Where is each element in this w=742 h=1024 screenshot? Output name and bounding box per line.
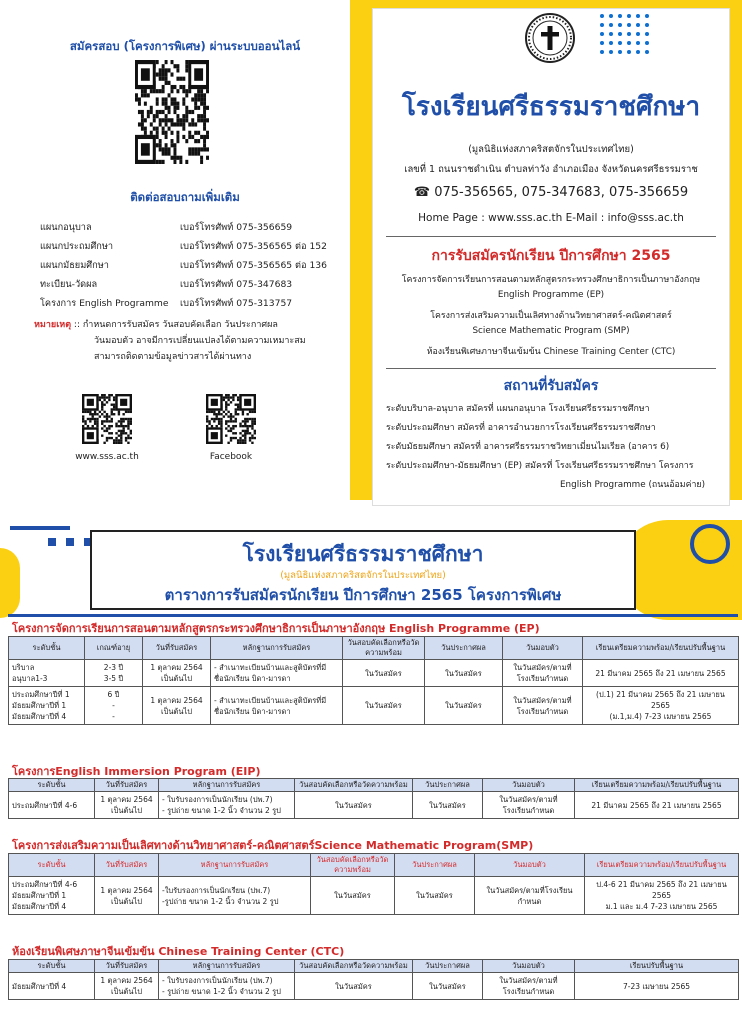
- web-email-line[interactable]: Home Page : www.sss.ac.th E-Mail : info@sss.ac.th: [418, 212, 684, 224]
- column-header: วันที่รับสมัคร: [95, 854, 159, 877]
- section-rule: [8, 614, 738, 617]
- table-cell: ในวันสมัคร: [413, 973, 483, 1000]
- table-row: [9, 687, 739, 725]
- smp-schedule-table: [8, 853, 739, 915]
- table-cell: 1 ตุลาคม 2564 เป็นต้นไป: [95, 877, 159, 915]
- column-header: วันประกาศผล: [425, 637, 503, 660]
- column-header: วันมอบตัว: [483, 960, 575, 973]
- column-header: หลักฐานการรับสมัคร: [211, 637, 343, 660]
- column-header: หลักฐานการรับสมัคร: [159, 960, 295, 973]
- apply-qr-code[interactable]: [135, 60, 209, 164]
- column-header: เรียนเตรียมความพร้อม/เรียนปรับพื้นฐาน: [583, 637, 739, 660]
- program-item: โครงการส่งเสริมความเป็นเลิศทางด้านวิทยาศาสตร์-คณิตศาสตร์: [430, 311, 672, 321]
- table-cell: 2-3 ปี 3-5 ปี: [85, 660, 143, 687]
- eip-section-title: โครงการEnglish Immersion Program (EIP): [12, 765, 261, 778]
- table-cell: - สำเนาทะเบียนบ้านและสูติบัตรที่มี ชื่อนักเรียน บิดา-มารดา: [211, 687, 343, 725]
- decorative-dot-grid: [600, 14, 649, 54]
- table-cell: ในวันสมัคร: [343, 687, 425, 725]
- column-header: ระดับชั้น: [9, 854, 95, 877]
- schedule-foundation: (มูลนิธิแห่งสภาคริสตจักรในประเทศไทย): [280, 570, 446, 581]
- table-cell: 1 ตุลาคม 2564 เป็นต้นไป: [143, 660, 211, 687]
- column-header: เรียนเตรียมความพร้อม/เรียนปรับพื้นฐาน: [585, 854, 739, 877]
- decorative-yellow-shape: [0, 548, 20, 618]
- program-item: ห้องเรียนพิเศษภาษาจีนเข้มข้น Chinese Training Center (CTC): [426, 347, 676, 357]
- contact-department: แผนกมัธยมศึกษา: [40, 260, 109, 271]
- table-row: [9, 973, 739, 1000]
- table-header-row: [9, 960, 739, 973]
- contact-row: [40, 258, 340, 274]
- column-header: เรียนปรับพื้นฐาน: [575, 960, 739, 973]
- column-header: วันมอบตัว: [503, 637, 583, 660]
- school-seal-icon: [524, 12, 576, 68]
- program-item: โครงการจัดการเรียนการสอนตามหลักสูตรกระทรวงศึกษาธิการเป็นภาษาอังกฤษ: [401, 275, 701, 285]
- facebook-qr-code[interactable]: [206, 394, 256, 444]
- column-header: วันมอบตัว: [475, 854, 585, 877]
- table-cell: ในวันสมัคร/ตามที่ โรงเรียนกำหนด: [483, 973, 575, 1000]
- contact-department: โครงการ English Programme: [40, 298, 169, 309]
- contact-row: [40, 239, 340, 255]
- schedule-school-name: โรงเรียนศรีธรรมราชศึกษา: [242, 541, 484, 566]
- table-cell: 21 มีนาคม 2565 ถึง 21 เมษายน 2565: [575, 792, 739, 819]
- column-header: วันสอบคัดเลือกหรือวัดความพร้อม: [311, 854, 395, 877]
- table-cell: ในวันสมัคร: [425, 687, 503, 725]
- ctc-section-title: ห้องเรียนพิเศษภาษาจีนเข้มข้น Chinese Training Center (CTC): [12, 945, 345, 958]
- table-cell: ในวันสมัคร/ตามที่ โรงเรียนกำหนด: [503, 687, 583, 725]
- column-header: วันที่รับสมัคร: [95, 779, 159, 792]
- table-cell: - สำเนาทะเบียนบ้านและสูติบัตรที่มี ชื่อนักเรียน บิดา-มารดา: [211, 660, 343, 687]
- contact-department: แผนกอนุบาล: [40, 222, 92, 233]
- venue-item: ระดับบริบาล-อนุบาล สมัครที่ แผนกอนุบาล โรงเรียนศรีธรรมราชศึกษา: [386, 404, 650, 414]
- table-cell: ป.4-6 21 มีนาคม 2565 ถึง 21 เมษายน 2565 ม.1 และ ม.4 7-23 เมษายน 2565: [585, 877, 739, 915]
- contact-row: [40, 277, 340, 293]
- facebook-caption[interactable]: Facebook: [209, 452, 253, 462]
- column-header: วันสอบคัดเลือกหรือวัดความพร้อม: [343, 637, 425, 660]
- contact-title: ติดต่อสอบถามเพิ่มเติม: [130, 190, 240, 204]
- address-text: เลขที่ 1 ถนนราชดำเนิน ตำบลท่าวัง อำเภอเมือง จังหวัดนครศรีธรรมราช: [404, 164, 698, 175]
- table-cell: ประถมศึกษาปีที่ 1 มัธยมศึกษาปีที่ 1 มัธยมศึกษาปีที่ 4: [9, 687, 85, 725]
- website-qr-code[interactable]: [82, 394, 132, 444]
- table-cell: (ป.1) 21 มีนาคม 2565 ถึง 21 เมษายน 2565 (ม.1,ม.4) 7-23 เมษายน 2565: [583, 687, 739, 725]
- column-header: วันประกาศผล: [413, 960, 483, 973]
- table-cell: มัธยมศึกษาปีที่ 4: [9, 973, 95, 1000]
- column-header: วันประกาศผล: [413, 779, 483, 792]
- table-header-row: [9, 854, 739, 877]
- table-cell: ในวันสมัคร: [295, 973, 413, 1000]
- table-header-row: [9, 637, 739, 660]
- decorative-dash: [10, 526, 70, 530]
- column-header: หลักฐานการรับสมัคร: [159, 779, 295, 792]
- column-header: วันประกาศผล: [395, 854, 475, 877]
- venue-item: ระดับประถมศึกษา-มัธยมศึกษา (EP) สมัครที่ โรงเรียนศรีธรรมราชศึกษา โครงการ: [386, 461, 694, 471]
- venue-item: ระดับมัธยมศึกษา สมัครที่ อาคารศรีธรรมราชวิทยาเมี่ยนไมเรียล (อาคาร 6): [386, 442, 670, 452]
- table-cell: ในวันสมัคร: [425, 660, 503, 687]
- table-cell: ในวันสมัคร: [395, 877, 475, 915]
- column-header: หลักฐานการรับสมัคร: [159, 854, 311, 877]
- admission-title: การรับสมัครนักเรียน ปีการศึกษา 2565: [431, 248, 671, 264]
- program-item: English Programme (EP): [497, 290, 605, 300]
- phone-numbers[interactable]: 075-356565, 075-347683, 075-356659: [434, 185, 689, 200]
- column-header: ระดับชั้น: [9, 637, 85, 660]
- school-name-heading: โรงเรียนศรีธรรมราชศึกษา: [401, 92, 701, 122]
- table-cell: ในวันสมัคร/ตามที่ โรงเรียนกำหนด: [483, 792, 575, 819]
- ctc-schedule-table: [8, 959, 739, 1000]
- ep-section-title: โครงการจัดการเรียนการสอนตามหลักสูตรกระทรวงศึกษาธิการเป็นภาษาอังกฤษ English Programme (EP): [12, 622, 540, 635]
- table-cell: 1 ตุลาคม 2564 เป็นต้นไป: [143, 687, 211, 725]
- contact-phone[interactable]: เบอร์โทรศัพท์ 075-356659: [180, 222, 293, 233]
- table-cell: ในวันสมัคร: [413, 792, 483, 819]
- table-cell: ประถมศึกษาปีที่ 4-6 มัธยมศึกษาปีที่ 1 มัธยมศึกษาปีที่ 4: [9, 877, 95, 915]
- decorative-square: [48, 538, 56, 546]
- column-header: ระดับชั้น: [9, 779, 95, 792]
- smp-section-title: โครงการส่งเสริมความเป็นเลิศทางด้านวิทยาศาสตร์-คณิตศาสตร์Science Mathematic Program(SMP): [12, 839, 534, 852]
- table-row: [9, 792, 739, 819]
- table-cell: ในวันสมัคร: [343, 660, 425, 687]
- decorative-circle: [690, 524, 730, 564]
- table-cell: 1 ตุลาคม 2564 เป็นต้นไป: [95, 973, 159, 1000]
- contact-phone[interactable]: เบอร์โทรศัพท์ 075-356565 ต่อ 136: [180, 260, 327, 271]
- column-header: วันสอบคัดเลือกหรือวัดความพร้อม: [295, 960, 413, 973]
- column-header: วันสอบคัดเลือกหรือวัดความพร้อม: [295, 779, 413, 792]
- remark-note: [34, 317, 334, 365]
- divider: [386, 236, 716, 237]
- table-cell: 6 ปี - -: [85, 687, 143, 725]
- website-caption[interactable]: www.sss.ac.th: [75, 452, 139, 462]
- column-header: เกณฑ์อายุ: [85, 637, 143, 660]
- table-cell: ในวันสมัคร: [311, 877, 395, 915]
- contact-phone[interactable]: เบอร์โทรศัพท์ 075-313757: [180, 298, 293, 309]
- table-cell: - ใบรับรองการเป็นนักเรียน (ปพ.7) - รูปถ่าย ขนาด 1-2 นิ้ว จำนวน 2 รูป: [159, 792, 295, 819]
- divider: [386, 368, 716, 369]
- contact-row: [40, 220, 340, 236]
- contact-row: [40, 296, 340, 312]
- remark-label: หมายเหตุ: [34, 320, 72, 330]
- contact-phone[interactable]: เบอร์โทรศัพท์ 075-347683: [180, 279, 293, 290]
- table-row: [9, 660, 739, 687]
- contact-phone[interactable]: เบอร์โทรศัพท์ 075-356565 ต่อ 152: [180, 241, 327, 252]
- table-cell: บริบาล อนุบาล1-3: [9, 660, 85, 687]
- table-cell: ในวันสมัคร/ตามที่โรงเรียน กำหนด: [475, 877, 585, 915]
- phone-line: [372, 185, 730, 200]
- column-header: เรียนเตรียมความพร้อม/เรียนปรับพื้นฐาน: [575, 779, 739, 792]
- foundation-text: (มูลนิธิแห่งสภาคริสตจักรในประเทศไทย): [468, 144, 634, 155]
- remark-line-3: สามารถติดตามข้อมูลข่าวสารได้ผ่านทาง: [94, 352, 252, 362]
- program-item: Science Mathematic Program (SMP): [472, 326, 630, 336]
- column-header: วันที่รับสมัคร: [95, 960, 159, 973]
- table-cell: 7-23 เมษายน 2565: [575, 973, 739, 1000]
- venue-item: English Programme (ถนนอ้อมค่าย): [560, 480, 706, 490]
- contact-department: แผนกประถมศึกษา: [40, 241, 114, 252]
- online-apply-title: สมัครสอบ (โครงการพิเศษ) ผ่านระบบออนไลน์: [69, 39, 301, 53]
- decorative-square: [66, 538, 74, 546]
- venue-item: ระดับประถมศึกษา สมัครที่ อาคารอำนวยการโรงเรียนศรีธรรมราชศึกษา: [386, 423, 656, 433]
- column-header: วันมอบตัว: [483, 779, 575, 792]
- contact-department: ทะเบียน-วัดผล: [40, 279, 98, 290]
- schedule-title: ตารางการรับสมัครนักเรียน ปีการศึกษา 2565 โครงการพิเศษ: [164, 586, 562, 604]
- table-row: [9, 877, 739, 915]
- table-cell: ในวันสมัคร/ตามที่ โรงเรียนกำหนด: [503, 660, 583, 687]
- remark-line-2: วันมอบตัว อาจมีการเปลี่ยนแปลงได้ตามความเหมาะสม: [94, 336, 306, 346]
- column-header: ระดับชั้น: [9, 960, 95, 973]
- venue-title: สถานที่รับสมัคร: [503, 378, 599, 394]
- phone-icon: ☎: [413, 185, 431, 200]
- table-cell: -ใบรับรองการเป็นนักเรียน (ปพ.7) -รูปถ่าย ขนาด 1-2 นิ้ว จำนวน 2 รูป: [159, 877, 311, 915]
- table-cell: ในวันสมัคร: [295, 792, 413, 819]
- table-header-row: [9, 779, 739, 792]
- ep-schedule-table: [8, 636, 739, 725]
- column-header: วันที่รับสมัคร: [143, 637, 211, 660]
- table-cell: 1 ตุลาคม 2564 เป็นต้นไป: [95, 792, 159, 819]
- table-cell: ประถมศึกษาปีที่ 4-6: [9, 792, 95, 819]
- table-cell: 21 มีนาคม 2565 ถึง 21 เมษายน 2565: [583, 660, 739, 687]
- remark-line-1: :: กำหนดการรับสมัคร วันสอบคัดเลือก วันประกาศผล: [73, 320, 278, 330]
- eip-schedule-table: [8, 778, 739, 819]
- table-cell: - ใบรับรองการเป็นนักเรียน (ปพ.7) - รูปถ่าย ขนาด 1-2 นิ้ว จำนวน 2 รูป: [159, 973, 295, 1000]
